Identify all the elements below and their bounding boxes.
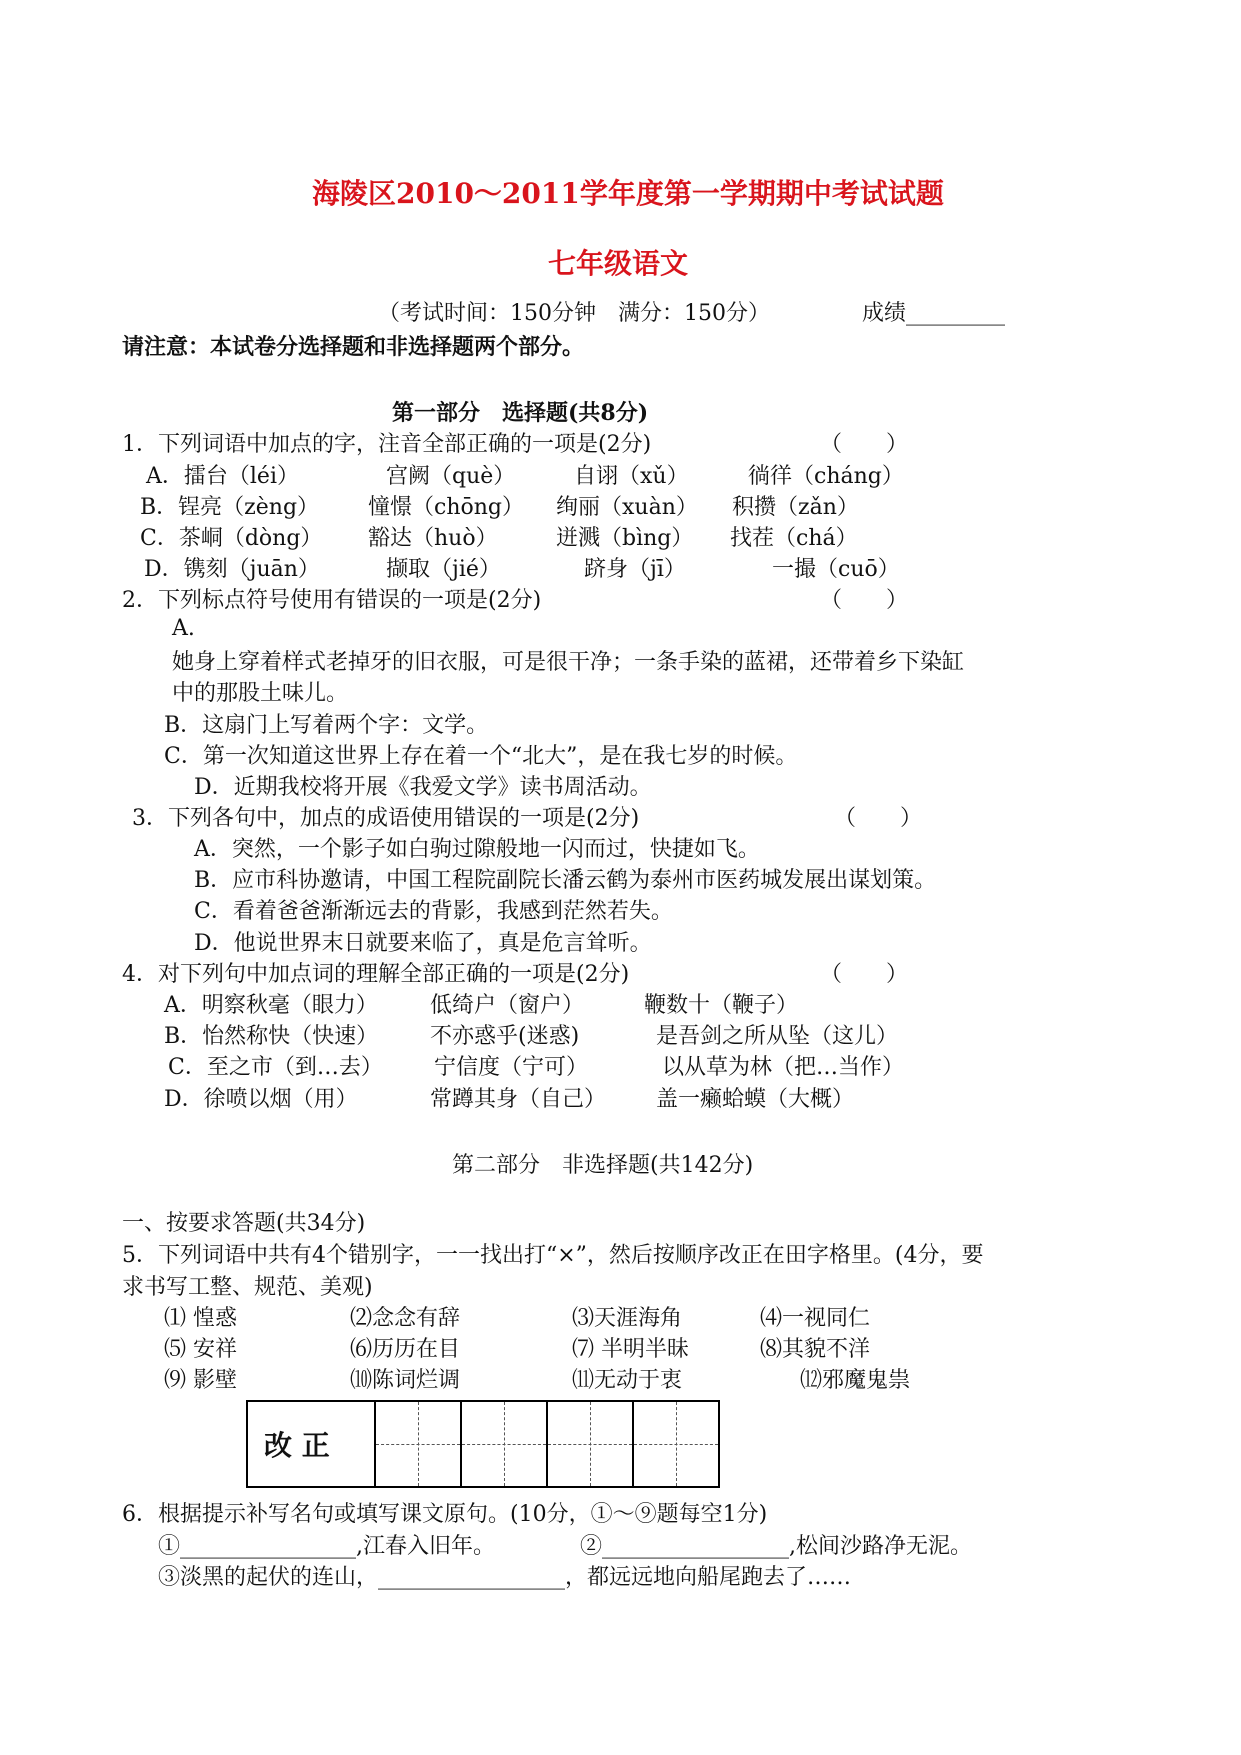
q3-option-c: C．看着爸爸渐渐远去的背影，我感到茫然若失。 <box>194 899 673 924</box>
q6-blank-1[interactable]: ①________________,江春入旧年。 <box>158 1534 495 1559</box>
q4-b-3: 是吾剑之所从坠（这儿） <box>656 1024 899 1049</box>
exam-info: （考试时间：150分钟 满分：150分） <box>378 301 770 326</box>
q1-b-1: B．锃亮（zèng） <box>140 495 320 520</box>
q4-c-2: 宁信度（宁可） <box>434 1055 589 1080</box>
q5-word-9: ⑼ 影壁 <box>164 1368 237 1393</box>
q5-word-2: ⑵念念有辞 <box>350 1306 461 1331</box>
q5-stem-line1: 5．下列词语中共有4个错别字，一一找出打“×”，然后按顺序改正在田字格里。(4分，要 <box>122 1243 984 1268</box>
q1-answer-paren[interactable]: （ ） <box>820 432 909 457</box>
q1-c-4: 找茬（chá） <box>730 526 858 551</box>
q5-word-8: ⑻其貌不洋 <box>760 1337 871 1362</box>
score-label: 成绩_________ <box>862 301 1006 326</box>
q5-word-11: ⑾无动于衷 <box>572 1368 683 1393</box>
q5-word-10: ⑽陈词烂调 <box>350 1368 461 1393</box>
q4-d-2: 常蹲其身（自己） <box>430 1087 607 1112</box>
q4-stem: 4．对下列句中加点词的理解全部正确的一项是(2分) <box>122 962 630 987</box>
q2-a-line1: 她身上穿着样式老掉牙的旧衣服，可是很干净；一条手染的蓝裙，还带着乡下染缸 <box>172 650 965 675</box>
q4-d-1: D．徐喷以烟（用） <box>164 1087 358 1112</box>
correction-cell-3[interactable] <box>546 1402 632 1486</box>
q4-c-3: 以从草为林（把…当作） <box>662 1055 905 1080</box>
q6-blank-3[interactable]: ③淡黑的起伏的连山，_________________，都远远地向船尾跑去了…… <box>158 1565 852 1590</box>
q5-word-3: ⑶天涯海角 <box>572 1306 683 1331</box>
q3-option-d: D．他说世界末日就要来临了，真是危言耸听。 <box>194 931 652 956</box>
q1-c-2: 豁达（huò） <box>368 526 498 551</box>
q2-option-b: B．这扇门上写着两个字：文学。 <box>164 713 489 738</box>
q1-d-3: 跻身（jī） <box>584 557 686 582</box>
q1-b-3: 绚丽（xuàn） <box>556 495 698 520</box>
q2-option-c: C．第一次知道这世界上存在着一个“北大”，是在我七岁的时候。 <box>164 744 798 769</box>
q1-c-1: C．茶峒（dòng） <box>140 526 323 551</box>
q1-d-1: D．镌刻（juān） <box>144 557 320 582</box>
q1-a-4: 徜徉（cháng） <box>748 464 904 489</box>
q5-stem-line2: 求书写工整、规范、美观) <box>122 1275 373 1300</box>
q1-stem: 1．下列词语中加点的字，注音全部正确的一项是(2分) <box>122 432 652 457</box>
q2-option-d: D．近期我校将开展《我爱文学》读书周活动。 <box>194 775 652 800</box>
q1-c-3: 迸溅（bìng） <box>556 526 694 551</box>
exam-subtitle: 七年级语文 <box>548 247 689 280</box>
q1-d-4: 一撮（cuō） <box>772 557 900 582</box>
q1-b-2: 憧憬（chōng） <box>368 495 524 520</box>
q6-stem: 6．根据提示补写名句或填写课文原句。(10分，①～⑨题每空1分) <box>122 1502 768 1527</box>
q3-answer-paren[interactable]: （ ） <box>834 806 923 831</box>
q5-word-6: ⑹历历在目 <box>350 1337 461 1362</box>
correction-grid-label: 改 正 <box>264 1429 330 1462</box>
q4-a-3: 鞭数十（鞭子） <box>644 993 799 1018</box>
q2-a-label: A. <box>172 616 195 641</box>
q6-blank-2[interactable]: ②_________________,松间沙路净无泥。 <box>580 1534 972 1559</box>
part2-heading: 第二部分 非选择题(共142分) <box>452 1153 754 1178</box>
q2-a-line2: 中的那股土味儿。 <box>172 681 349 706</box>
q1-d-2: 撷取（jié） <box>386 557 501 582</box>
q4-d-3: 盖一癞蛤蟆（大概） <box>656 1087 855 1112</box>
part1-heading: 第一部分 选择题(共8分) <box>392 400 649 426</box>
correction-cell-4[interactable] <box>632 1402 718 1486</box>
q1-a-3: 自诩（xǔ） <box>574 464 689 489</box>
q3-option-a: A．突然，一个影子如白驹过隙般地一闪而过，快捷如飞。 <box>194 837 760 862</box>
q1-a-2: 宫阙（què） <box>386 464 516 489</box>
part2-section1: 一、按要求答题(共34分) <box>122 1211 366 1236</box>
q1-a-1: A．擂台（léi） <box>146 464 299 489</box>
q5-word-4: ⑷一视同仁 <box>760 1306 871 1331</box>
correction-cell-1[interactable] <box>374 1402 460 1486</box>
q1-b-4: 积攒（zǎn） <box>732 495 859 520</box>
correction-cell-2[interactable] <box>460 1402 546 1486</box>
q4-answer-paren[interactable]: （ ） <box>820 962 909 987</box>
q3-stem: 3．下列各句中，加点的成语使用错误的一项是(2分) <box>132 806 640 831</box>
correction-grid <box>246 1400 720 1488</box>
q4-c-1: C．至之市（到…去） <box>168 1055 383 1080</box>
q5-word-12: ⑿邪魔鬼祟 <box>800 1368 911 1393</box>
q4-b-1: B．怡然称快（快速） <box>164 1024 379 1049</box>
q3-option-b: B．应市科协邀请，中国工程院副院长潘云鹤为泰州市医药城发展出谋划策。 <box>194 868 937 893</box>
q4-a-1: A．明察秋毫（眼力） <box>164 993 378 1018</box>
exam-notice: 请注意：本试卷分选择题和非选择题两个部分。 <box>122 334 585 360</box>
q4-b-2: 不亦惑乎(迷惑) <box>430 1024 580 1049</box>
q5-word-7: ⑺ 半明半昧 <box>572 1337 689 1362</box>
q5-word-5: ⑸ 安祥 <box>164 1337 237 1362</box>
q2-stem: 2．下列标点符号使用有错误的一项是(2分) <box>122 588 542 613</box>
q5-word-1: ⑴ 惶惑 <box>164 1306 237 1331</box>
q4-a-2: 低绮户（窗户） <box>430 993 585 1018</box>
q2-answer-paren[interactable]: （ ） <box>820 588 909 613</box>
exam-title: 海陵区2010～2011学年度第一学期期中考试试题 <box>312 177 944 210</box>
